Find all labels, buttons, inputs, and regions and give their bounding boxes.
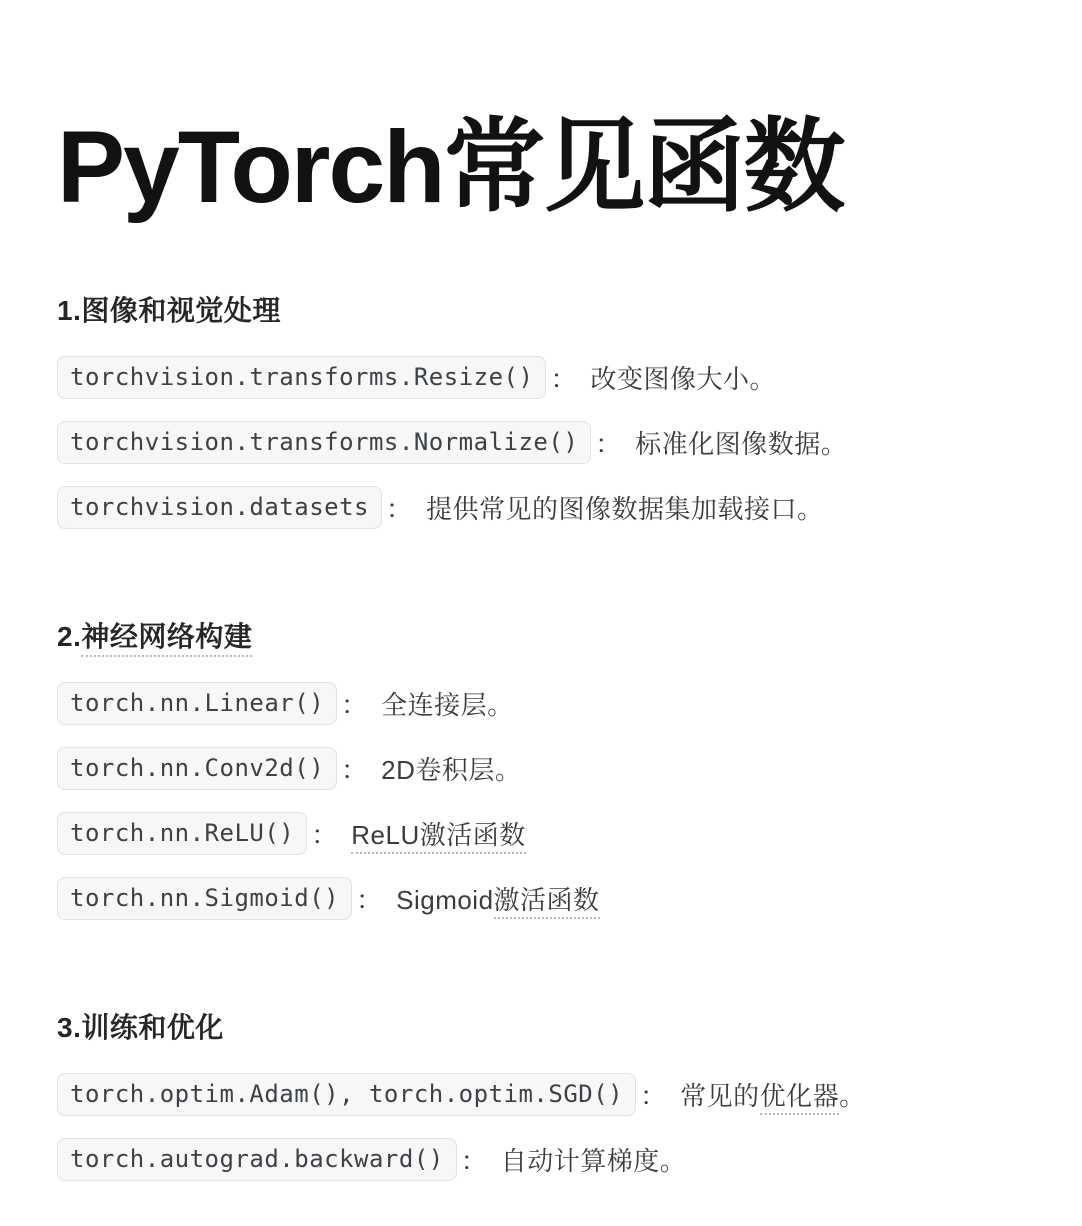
colon-separator: ： — [341, 754, 368, 785]
section-number: 2. — [57, 620, 82, 652]
description-underlined-text: ReLU激活函数 — [351, 820, 525, 854]
section-training-optimization — [57, 1006, 1052, 1181]
colon-separator: ： — [460, 1145, 487, 1176]
section-number: 3. — [57, 1011, 82, 1043]
code-snippet: torchvision.datasets — [57, 486, 382, 529]
colon-separator: ： — [550, 363, 577, 394]
section-number: 1. — [57, 294, 82, 326]
function-description — [381, 750, 521, 787]
code-snippet: torch.nn.Sigmoid() — [57, 877, 352, 920]
code-snippet: torchvision.transforms.Normalize() — [57, 421, 591, 464]
description-underlined-text: 优化器 — [760, 1081, 840, 1115]
code-snippet: torchvision.transforms.Resize() — [57, 356, 546, 399]
section-heading — [57, 289, 1052, 329]
description-text: 全连接层。 — [381, 689, 514, 720]
description-text: 标准化图像数据。 — [635, 428, 848, 459]
colon-separator: ： — [356, 884, 383, 915]
description-text: 。 — [839, 1080, 866, 1111]
function-entry — [57, 877, 1052, 920]
function-entry — [57, 1138, 1052, 1181]
section-heading — [57, 615, 1052, 655]
section-heading-text: 训练和优化 — [81, 1011, 224, 1043]
code-snippet: torch.nn.ReLU() — [57, 812, 307, 855]
function-entry — [57, 812, 1052, 855]
section-neural-network — [57, 615, 1052, 920]
description-underlined-text: 激活函数 — [494, 885, 600, 919]
function-description — [396, 880, 599, 917]
description-text: 改变图像大小。 — [590, 363, 776, 394]
section-heading — [57, 1006, 1052, 1046]
description-text: Sigmoid — [396, 884, 494, 915]
page-title: PyTorch常见函数 — [57, 110, 844, 224]
colon-separator: ： — [385, 493, 412, 524]
function-description — [381, 685, 514, 722]
description-text: 提供常见的图像数据集加载接口。 — [426, 493, 824, 524]
function-entry — [57, 747, 1052, 790]
function-entry — [57, 682, 1052, 725]
description-text: 2D卷积层。 — [381, 754, 522, 785]
section-heading-text: 神经网络构建 — [81, 621, 252, 657]
section-image-processing — [57, 289, 1052, 529]
colon-separator: ： — [311, 819, 338, 850]
function-entry — [57, 356, 1052, 399]
function-entry — [57, 421, 1052, 464]
section-heading-text: 图像和视觉处理 — [81, 294, 281, 326]
function-entry — [57, 1073, 1052, 1116]
code-snippet: torch.autograd.backward() — [57, 1138, 457, 1181]
colon-separator: ： — [640, 1080, 667, 1111]
code-snippet: torch.nn.Linear() — [57, 682, 337, 725]
function-description — [635, 424, 847, 461]
function-description — [351, 815, 525, 852]
function-description — [590, 359, 776, 396]
function-description — [680, 1076, 866, 1113]
colon-separator: ： — [595, 428, 622, 459]
function-description — [501, 1141, 687, 1178]
function-entry — [57, 486, 1052, 529]
code-snippet: torch.nn.Conv2d() — [57, 747, 337, 790]
code-snippet: torch.optim.Adam(), torch.optim.SGD() — [57, 1073, 636, 1116]
description-text: 自动计算梯度。 — [500, 1145, 687, 1176]
description-text: 常见的 — [680, 1080, 760, 1111]
colon-separator: ： — [341, 689, 368, 720]
function-description — [426, 489, 824, 526]
